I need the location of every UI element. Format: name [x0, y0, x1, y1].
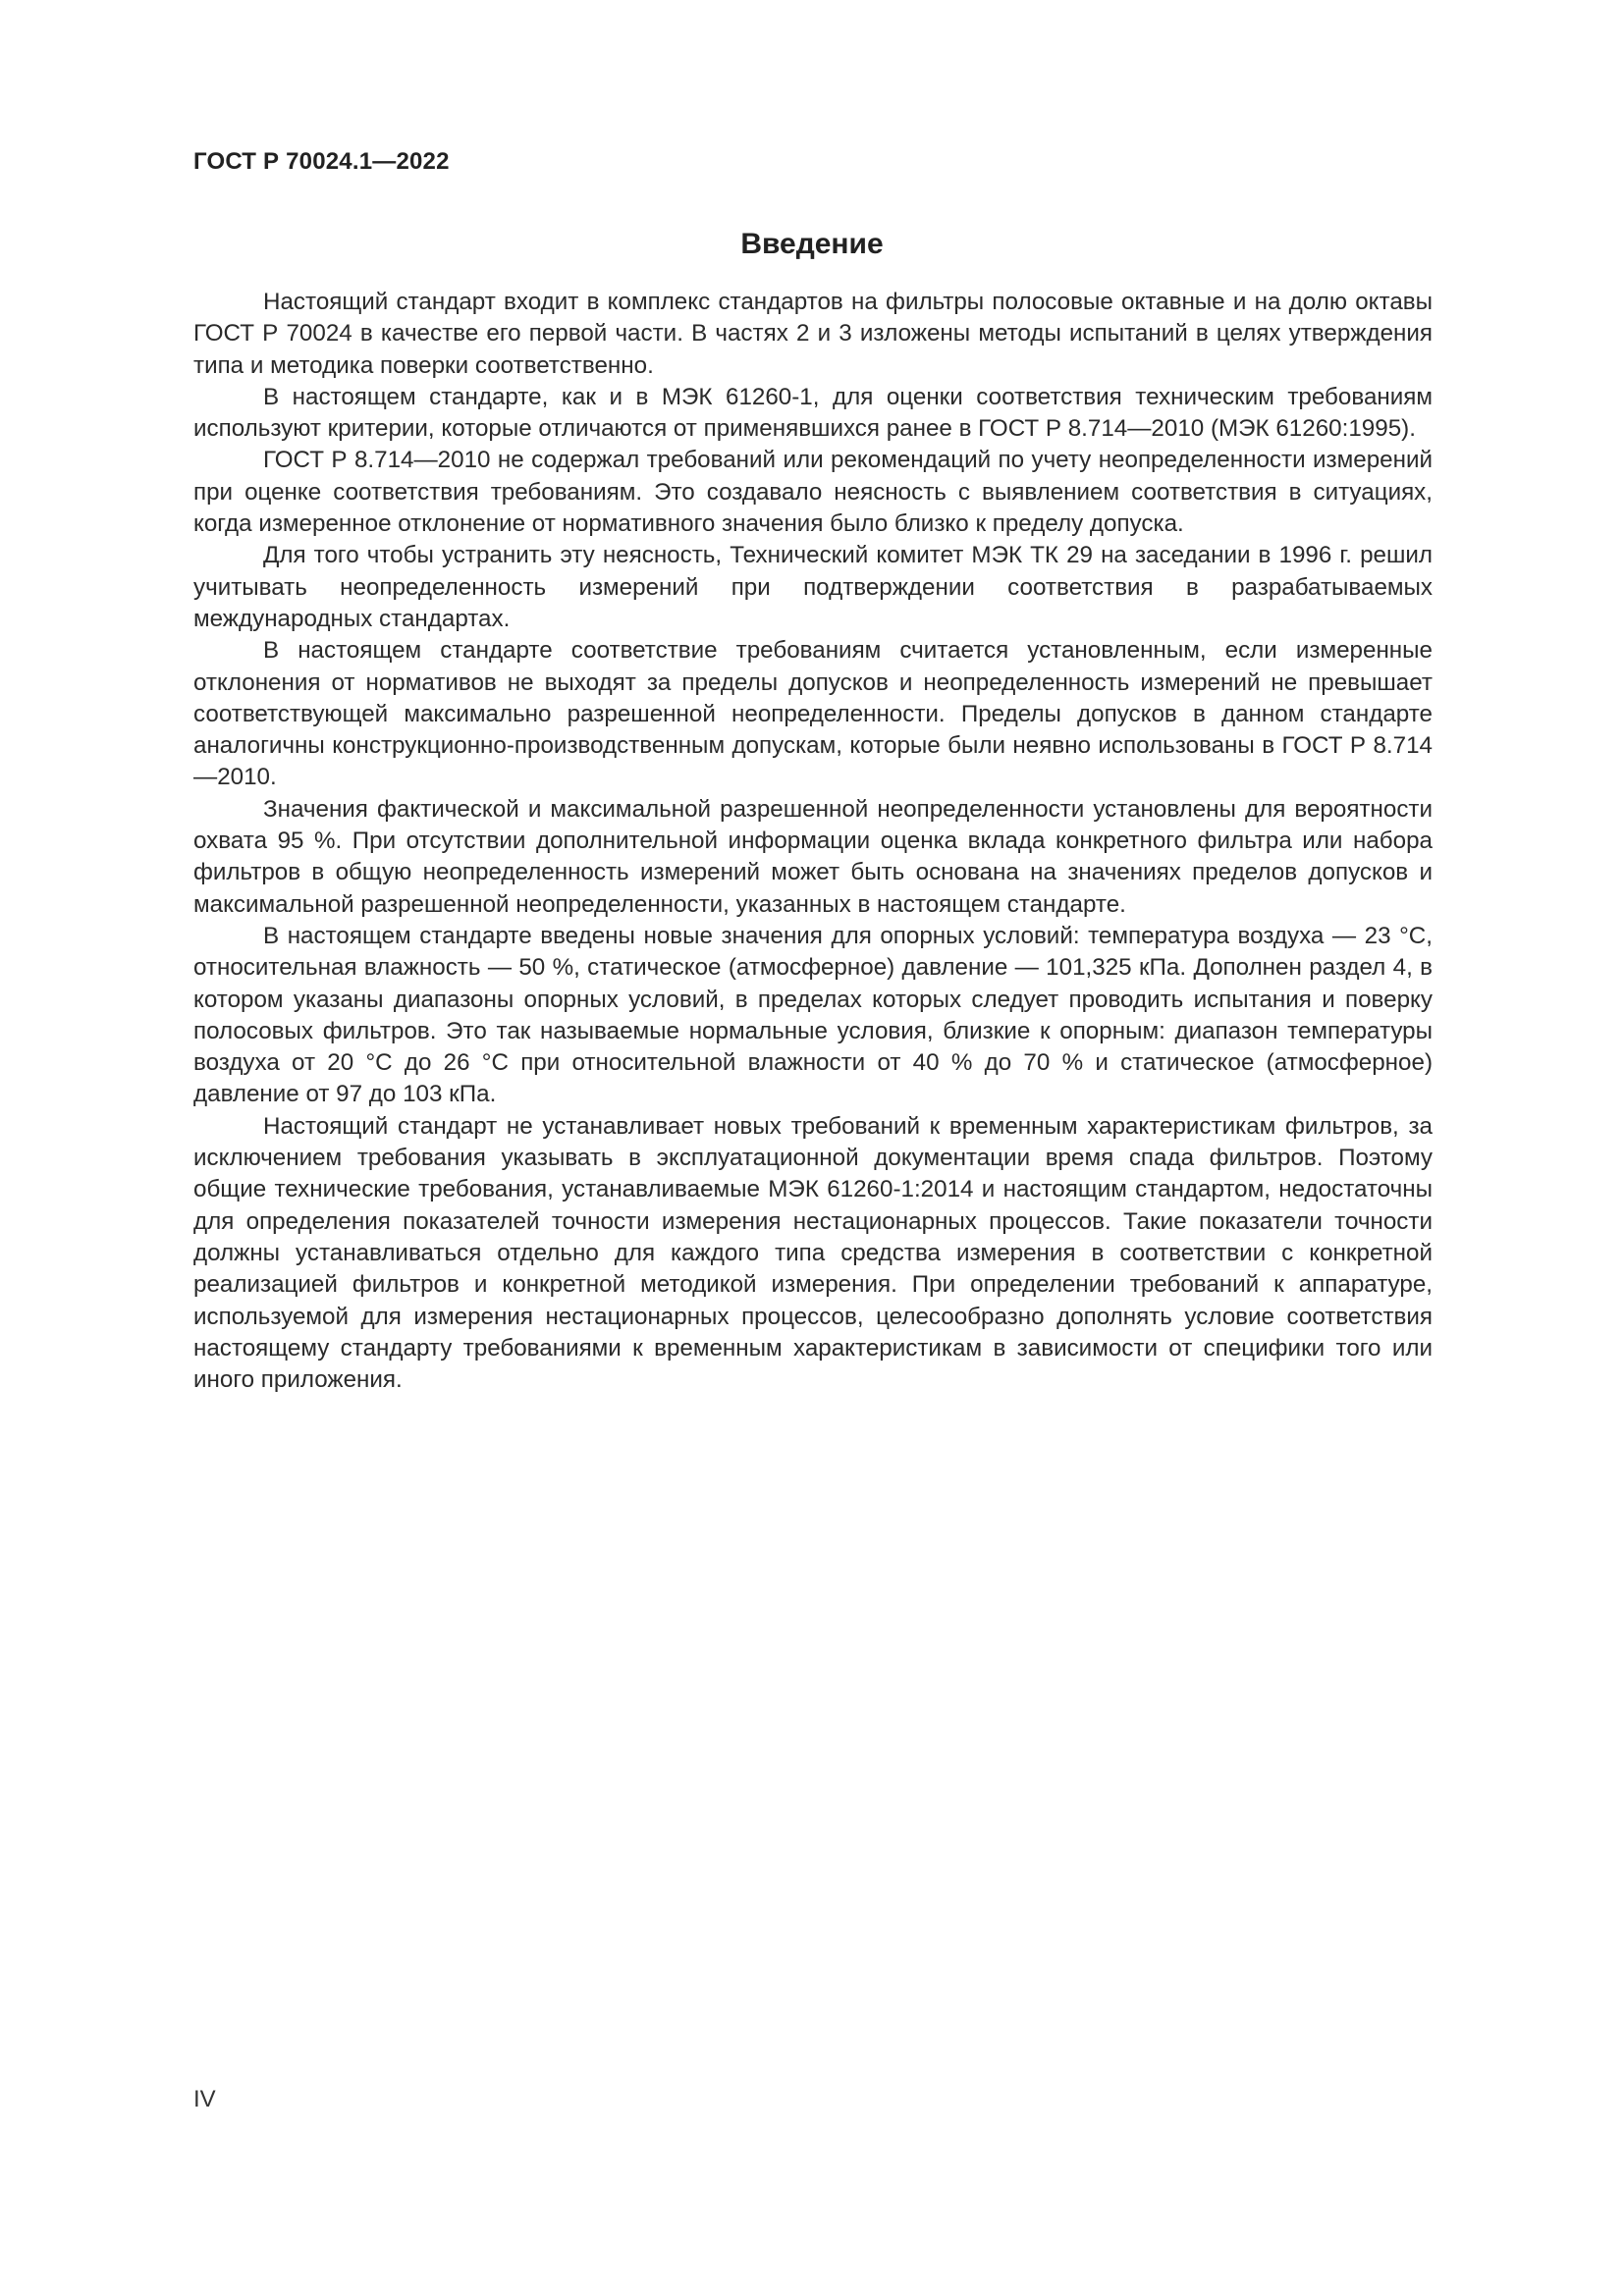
paragraph: ГОСТ Р 8.714—2010 не содержал требований или рекомендаций по учету неопределенности измерений при оценке соответствия требованиям. Это создавало неясность с выявлением соответствия в ситуациях, когда измеренное отклонение от нормативного значения было близко к пределу допуска.: [193, 447, 1433, 538]
paragraph: Настоящий стандарт входит в комплекс стандартов на фильтры полосовые октавные и на долю октавы ГОСТ Р 70024 в качестве его первой части. В частях 2 и 3 изложены методы испытаний в целях утверждения типа и методика поверки соответственно.: [193, 289, 1433, 379]
paragraph: Значения фактической и максимальной разрешенной неопределенности установлены для вероятности охвата 95 %. При отсутствии дополнительной информации оценка вклада конкретного фильтра или набора фильтров в общую неопределенность измерений может быть основана на значениях пределов допусков и максимальной разрешенной неопределенности, указанных в настоящем стандарте.: [193, 795, 1433, 918]
paragraph: Для того чтобы устранить эту неясность, Технический комитет МЭК ТК 29 на заседании в 1996 г. решил учитывать неопределенность измерений при подтверждении соответствия в разрабатываемых международных стандартах.: [193, 542, 1433, 632]
introduction-body: [193, 287, 1433, 1396]
page-number: IV: [193, 2086, 216, 2112]
paragraph: В настоящем стандарте введены новые значения для опорных условий: температура воздуха — 23 °С, относительная влажность — 50 %, статическое (атмосферное) давление — 101,325 кПа. Дополнен раздел 4, в котором указаны диапазоны опорных условий, в пределах которых следует проводить испытания и поверку полосовых фильтров. Это так называемые нормальные условия, близкие к опорным: диапазон температуры воздуха от 20 °С до 26 °С при относительной влажности от 40 % до 70 % и статическое (атмосферное) давление от 97 до 103 кПа.: [193, 922, 1433, 1108]
section-title: Введение: [740, 228, 884, 260]
document-header: ГОСТ Р 70024.1—2022: [193, 148, 450, 175]
paragraph: Настоящий стандарт не устанавливает новых требований к временным характеристикам фильтров, за исключением требования указывать в эксплуатационной документации время спада фильтров. Поэтому общие технические требования, устанавливаемые МЭК 61260-1:2014 и настоящим стандартом, недостаточны для определения показателей точности измерения нестационарных процессов. Такие показатели точности должны устанавливаться отдельно для каждого типа средства измерения в соответствии с конкретной реализацией фильтров и конкретной методикой измерения. При определении требований к аппаратуре, используемой для измерения нестационарных процессов, целесообразно дополнять условие соответствия настоящему стандарту требованиями к временным характеристикам в зависимости от специфики того или иного приложения.: [193, 1112, 1433, 1394]
paragraph: В настоящем стандарте соответствие требованиям считается установленным, если измеренные отклонения от нормативов не выходят за пределы допусков и неопределенность измерений не превышает соответствующей максимально разрешенной неопределенности. Пределы допусков в данном стандарте аналогичны конструкционно-производственным допускам, которые были неявно использованы в ГОСТ Р 8.714—2010.: [193, 637, 1433, 791]
paragraph: В настоящем стандарте, как и в МЭК 61260-1, для оценки соответствия техническим требованиям используют критерии, которые отличаются от применявшихся ранее в ГОСТ Р 8.714—2010 (МЭК 61260:1995).: [193, 383, 1433, 443]
